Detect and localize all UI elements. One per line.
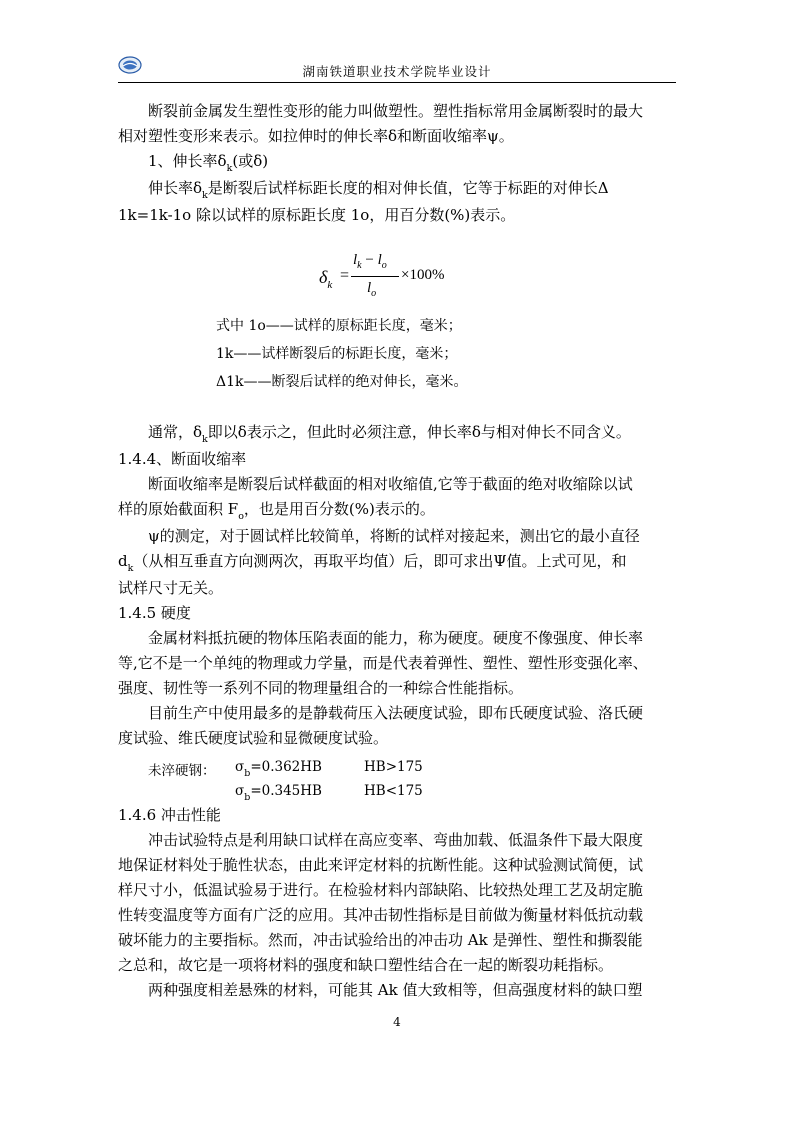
paragraph-line: 样尺寸小，低温试验易于进行。在检验材料内部缺陷、比较热处理工艺及胡定脆: [118, 881, 644, 899]
formula-rhs: ×100%: [401, 267, 445, 283]
steel-label: 未淬硬钢：: [148, 763, 216, 779]
definition-line: Δ1k——断裂后试样的绝对伸长，毫米。: [216, 374, 468, 390]
page-header: [118, 52, 676, 83]
paragraph-line: $d_k$（从相互垂直方向测两次，再取平均值）后，即可求出Ψ值。上式可见，和: [118, 552, 627, 574]
elongation-formula: [319, 252, 459, 306]
paragraph: 通常，$\delta_k$即以δ表示之，但此时必须注意，伸长率δ与相对伸长不同含义。: [148, 423, 631, 445]
paragraph-line: 之总和，故它是一项将材料的强度和缺口塑性结合在一起的断裂功耗指标。: [118, 956, 614, 974]
heading-1-4-6: 1.4.6 冲击性能: [118, 806, 221, 824]
heading-elongation: 1、伸长率$\delta_k$(或δ): [148, 152, 269, 174]
page-number: 4: [393, 1015, 401, 1029]
paragraph: 两种强度相差悬殊的材料，可能其 Ak 值大致相等，但高强度材料的缺口塑: [148, 981, 643, 999]
steel-formula-2: $\sigma_b=0.345HB$: [235, 783, 322, 803]
fraction-bar: [351, 276, 399, 277]
paragraph-line: 试样尺寸无关。: [118, 579, 224, 597]
paragraph-line: 样的原始截面积 $F_o$，也是用百分数(%)表示的。: [118, 500, 435, 522]
paragraph-line: 相对塑性变形来表示。如拉伸时的伸长率δ和断面收缩率ψ。: [118, 127, 514, 145]
paragraph-line: 破坏能力的主要指标。然而，冲击试验给出的冲击功 Ak 是弹性、塑性和撕裂能: [118, 931, 643, 949]
formula-numerator: $l_k - l_o$: [353, 252, 387, 271]
paragraph-line: 度试验、维氏硬度试验和显微硬度试验。: [118, 729, 389, 747]
formula-lhs: $\delta_k$: [319, 267, 333, 291]
header-title: 湖南铁道职业技术学院毕业设计: [302, 64, 492, 79]
paragraph: 伸长率$\delta_k$是断裂后试样标距长度的相对伸长值，它等于标距的对伸长Δ: [148, 179, 609, 201]
paragraph: ψ的测定，对于圆试样比较简单，将断的试样对接起来，测出它的最小直径: [148, 527, 640, 545]
heading-1-4-5: 1.4.5 硬度: [118, 604, 191, 622]
section-impact: [118, 803, 676, 1003]
section-reduction-hardness: [118, 420, 676, 751]
definition-line: 式中 1o——试样的原标距长度，毫米；: [216, 318, 462, 334]
definition-line: 1k——试样断裂后的标距长度，毫米；: [216, 346, 458, 362]
paragraph: 冲击试验特点是利用缺口试样在高应变率、弯曲加载、低温条件下最大限度: [148, 831, 644, 849]
steel-condition-2: HB<175: [364, 783, 423, 799]
paragraph-line: 地保证材料处于脆性状态，由此来评定材料的抗断性能。这种试验测试简便，试: [118, 856, 644, 874]
section-elongation: [118, 99, 676, 228]
paragraph: 目前生产中使用最多的是静载荷压入法硬度试验，即布氏硬度试验、洛氏硬: [148, 704, 644, 722]
steel-formula-1: $\sigma_b=0.362HB$: [235, 759, 322, 779]
paragraph-line: 强度、韧性等一系列不同的物理量组合的一种综合性能指标。: [118, 679, 524, 697]
heading-1-4-4: 1.4.4、断面收缩率: [118, 450, 247, 468]
steel-condition-1: HB>175: [364, 759, 423, 775]
paragraph-line: 等,它不是一个单纯的物理或力学量，而是代表着弹性、塑性、塑性形变强化率、: [118, 654, 648, 672]
formula-denominator: $l_o$: [367, 280, 377, 299]
paragraph: 断面收缩率是断裂后试样截面的相对收缩值,它等于截面的绝对收缩除以试: [148, 475, 633, 493]
paragraph-line: 性转变温度等方面有广泛的应用。其冲击韧性指标是目前做为衡量材料低抗动载: [118, 906, 644, 924]
paragraph: 断裂前金属发生塑性变形的能力叫做塑性。塑性指标常用金属断裂时的最大: [148, 102, 644, 120]
formula-equals: =: [340, 267, 350, 284]
paragraph-line: 1k=1k-1o 除以试样的原标距长度 1o，用百分数(%)表示。: [118, 206, 516, 224]
paragraph: 金属材料抵抗硬的物体压陷表面的能力，称为硬度。硬度不像强度、伸长率: [148, 629, 644, 647]
